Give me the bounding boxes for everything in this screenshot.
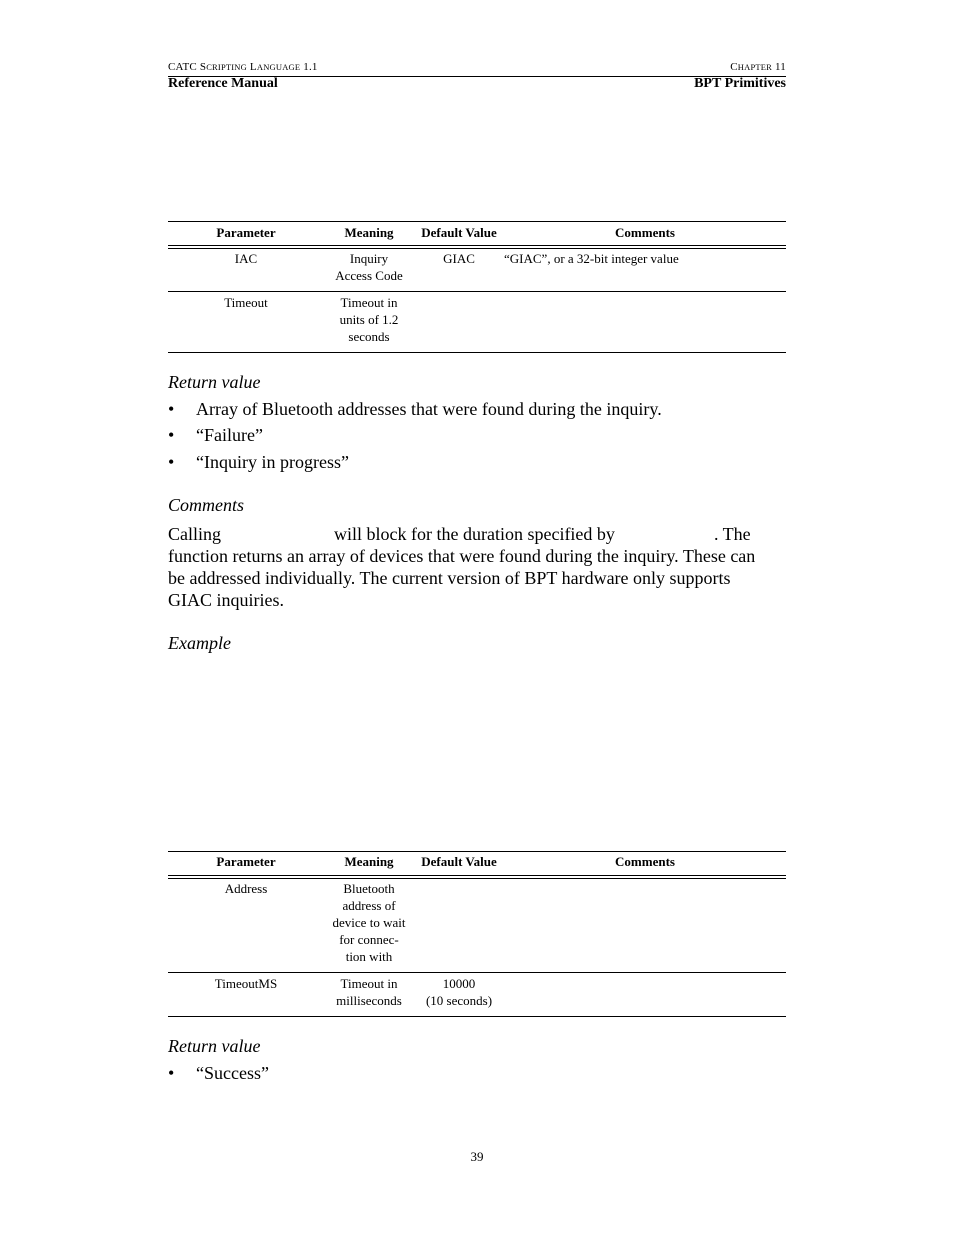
header-double-rule <box>168 245 786 249</box>
param-meaning: Bluetooth address of device to wait for connec- tion with <box>332 881 406 964</box>
comments-heading: Comments <box>168 495 244 515</box>
table-top-rule <box>168 221 786 222</box>
header-comments: Comments <box>615 225 675 240</box>
page-number: 39 <box>470 1149 484 1164</box>
param-meaning: Timeout in units of 1.2 seconds <box>339 295 399 344</box>
param-comment: “GIAC”, or a 32-bit integer value <box>504 251 679 266</box>
param-name: Timeout <box>224 295 268 310</box>
table-top-rule <box>168 851 786 852</box>
header-chapter: CHAPTER 11 <box>730 61 786 73</box>
param-meaning: Inquiry Access Code <box>335 251 403 283</box>
header-parameter: Parameter <box>216 225 276 240</box>
return-value-heading: Return value <box>168 372 261 392</box>
list-item: • “Inquiry in progress” <box>168 452 349 472</box>
header-default-value: Default Value <box>421 225 497 240</box>
header-double-rule <box>168 875 786 879</box>
row-rule <box>168 291 786 292</box>
header-manual: Reference Manual <box>168 76 278 91</box>
list-item: • Array of Bluetooth addresses that were found during the inquiry. <box>168 399 662 419</box>
header-title: CATC SCRIPTING LANGUAGE 1.1 <box>168 61 318 73</box>
param-default: 10000 (10 seconds) <box>425 976 493 1008</box>
header-section: BPT Primitives <box>694 76 786 91</box>
table-bottom-rule <box>168 352 786 353</box>
list-item: • “Failure” <box>168 425 263 445</box>
header-default-value: Default Value <box>421 854 497 869</box>
param-name: Address <box>224 881 268 896</box>
param-name: IAC <box>234 251 258 266</box>
header-parameter: Parameter <box>216 854 276 869</box>
param-meaning: Timeout in milliseconds <box>336 976 402 1008</box>
row-rule <box>168 972 786 973</box>
table-bottom-rule <box>168 1016 786 1017</box>
return-value-heading: Return value <box>168 1036 261 1056</box>
header-comments: Comments <box>615 854 675 869</box>
header-meaning: Meaning <box>344 854 394 869</box>
list-item: • “Success” <box>168 1063 269 1083</box>
param-name: TimeoutMS <box>214 976 278 991</box>
param-default: GIAC <box>443 251 475 266</box>
example-heading: Example <box>168 633 231 653</box>
header-meaning: Meaning <box>344 225 394 240</box>
comments-paragraph: Calling will block for the duration specified by . The function returns an array of devices that were found during the inquiry. These can be addressed individually. The current version of BPT hardware only supports GIAC inquiries. <box>168 524 756 610</box>
